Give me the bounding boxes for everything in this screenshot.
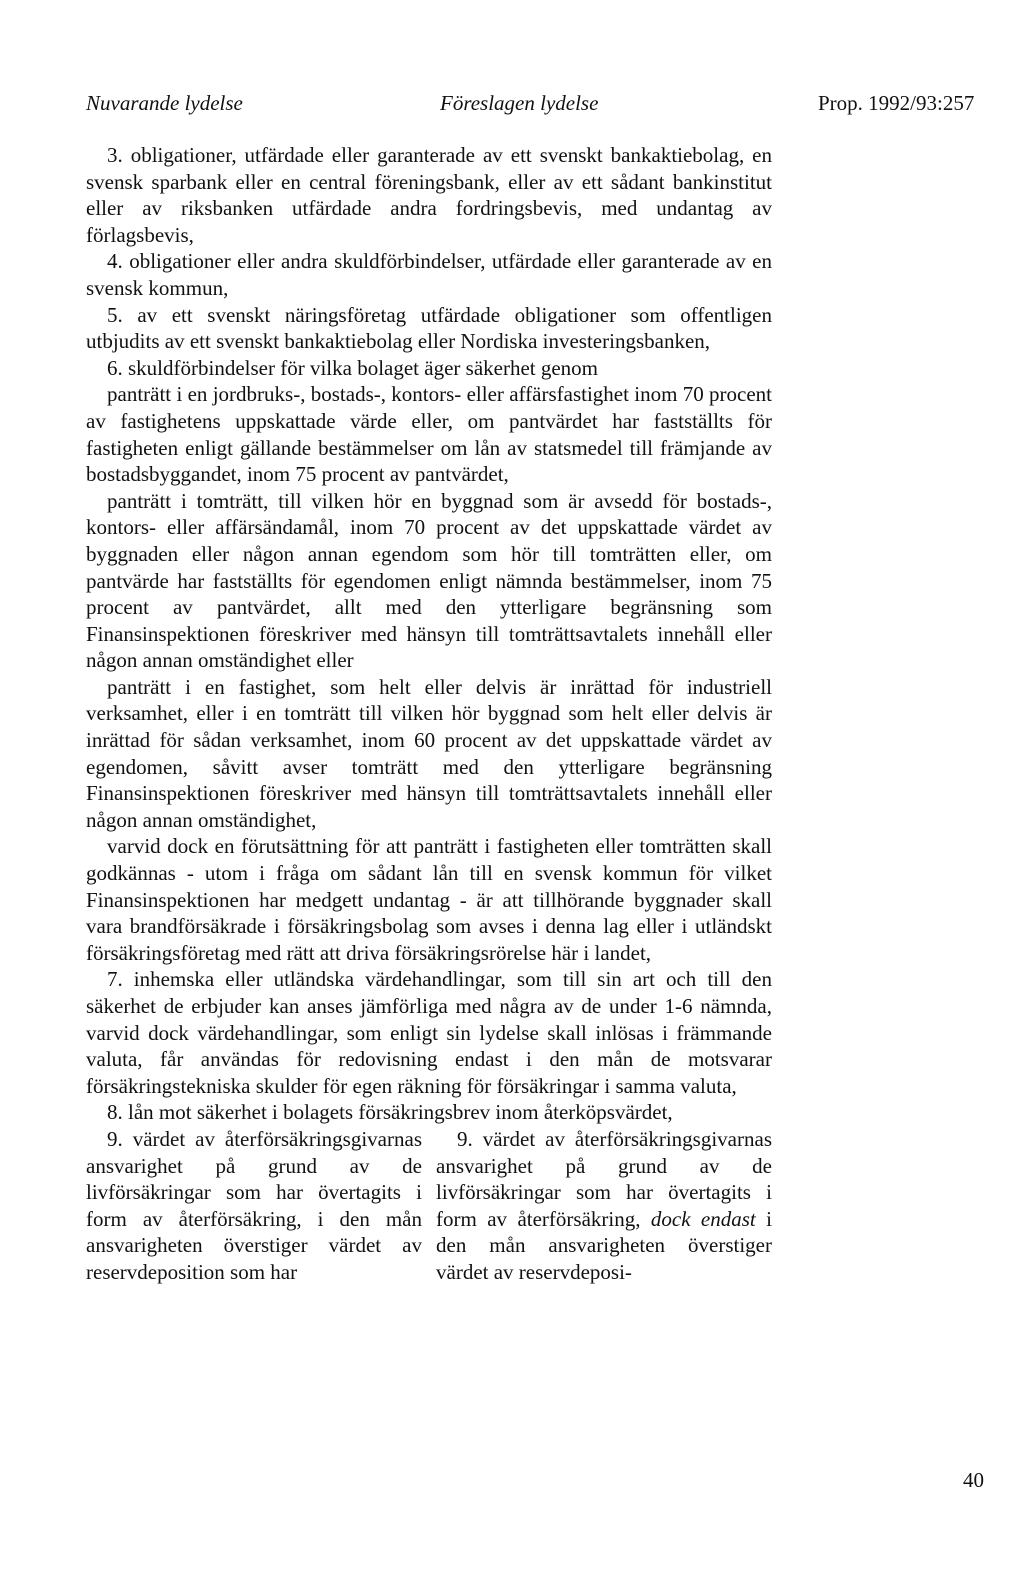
proposed-wording-column (436, 1126, 772, 1286)
paragraph-8: 8. lån mot säkerhet i bolagets försäkringsbrev inom återköpsvärdet, (107, 1100, 673, 1125)
body-text (86, 142, 772, 1286)
paragraph-4: 4. obligationer eller andra skuldförbindelser, utfärdade eller garanterade av en svensk kommun, (86, 249, 772, 300)
header-current-wording: Nuvarande lydelse (86, 91, 243, 115)
page-number: 40 (963, 1468, 984, 1492)
paragraph-9-proposed-start: 9. värdet av återförsäkringsgivarnas ansvarighet på grund av de livförsäkringar som har övertagits i form av återförsäkring, (436, 1126, 772, 1231)
paragraph-9-current: 9. värdet av återförsäkringsgivarnas ansvarighet på grund av de livförsäkringar som har övertagits i form av återförsäkring, i den mån ansvarigheten överstiger värdet av reservdeposition som har (86, 1126, 422, 1284)
paragraph-7: 7. inhemska eller utländska värdehandlingar, som till sin art och till den säkerhet de erbjuder kan anses jämförliga med några av de under 1-6 nämnda, varvid dock värdehandlingar, som enligt sin lydelse skall inlösas i främmande valuta, får användas för redovisning endast i den mån de motsvarar försäkringstekniska skulder för egen räkning för försäkringar i samma valuta, (86, 967, 772, 1098)
paragraph-6-subclause-b: panträtt i tomträtt, till vilken hör en byggnad som är avsedd för bostads-, kontors- eller affärsändamål, inom 70 procent av det uppskattade värdet av byggnaden eller någon annan egendom som hör till tomträtten eller, om pantvärde har fastställts för egendomen enligt nämnda bestämmelser, inom 75 procent av pantvärdet, allt med den ytterligare begränsning som Finansinspektionen föreskriver med hänsyn till tomträttsavtalets innehåll eller någon annan omständighet eller (86, 488, 772, 673)
paragraph-6: 6. skuldförbindelser för vilka bolaget äger säkerhet genom (107, 355, 599, 380)
paragraph-6-subclause-d: varvid dock en förutsättning för att panträtt i fastigheten eller tomträtten skall godkännas - utom i fråga om sådant lån till en svensk kommun för vilket Finansinspektionen har medgett undantag - är att tillhörande byggnader skall vara brandförsäkrade i försäkringsbolag som avses i denna lag eller i utländskt försäkringsföretag med rätt att driva försäkringsrörelse här i landet, (86, 834, 772, 965)
header-prop-reference: Prop. 1992/93:257 (818, 91, 975, 115)
current-wording-column (86, 1126, 422, 1286)
paragraph-6-subclause-c: panträtt i en fastighet, som helt eller delvis är inrättad för industriell verksamhet, eller i en tomträtt till vilken hör byggnad som helt eller delvis är inrättad för sådan verksamhet, inom 60 procent av det uppskattade värdet av egendomen, såvitt avser tomträtt med den ytterligare begränsning Finansinspektionen föreskriver med hänsyn till tomträttsavtalets innehåll eller någon annan omständighet, (86, 674, 772, 832)
paragraph-9-proposed-end: i den mån ansvarigheten överstiger värdet av reservdeposi- (436, 1206, 772, 1284)
paragraph-9-proposed (436, 1126, 772, 1286)
paragraph-3: 3. obligationer, utfärdade eller garanterade av ett svenskt bankaktiebolag, en svensk sparbank eller en central föreningsbank, eller av ett sådant bankinstitut eller av riksbanken utfärdade andra fordringsbevis, med undantag av förlagsbevis, (86, 143, 772, 247)
paragraph-9-proposed-emphasis: dock endast (650, 1206, 756, 1231)
header-proposed-wording: Föreslagen lydelse (440, 91, 599, 115)
two-column-comparison (86, 1126, 772, 1286)
paragraph-5: 5. av ett svenskt näringsföretag utfärdade obligationer som offentligen utbjudits av ett svenskt bankaktiebolag eller Nordiska investeringsbanken, (86, 302, 772, 354)
paragraph-6-subclause-a: panträtt i en jordbruks-, bostads-, kontors- eller affärsfastighet inom 70 procent av fastighetens uppskattade värde eller, om pantvärdet har fastställts för fastigheten enligt gällande bestämmelser om lån av statsmedel till främjande av bostadsbyggandet, inom 75 procent av pantvärdet, (86, 382, 772, 487)
